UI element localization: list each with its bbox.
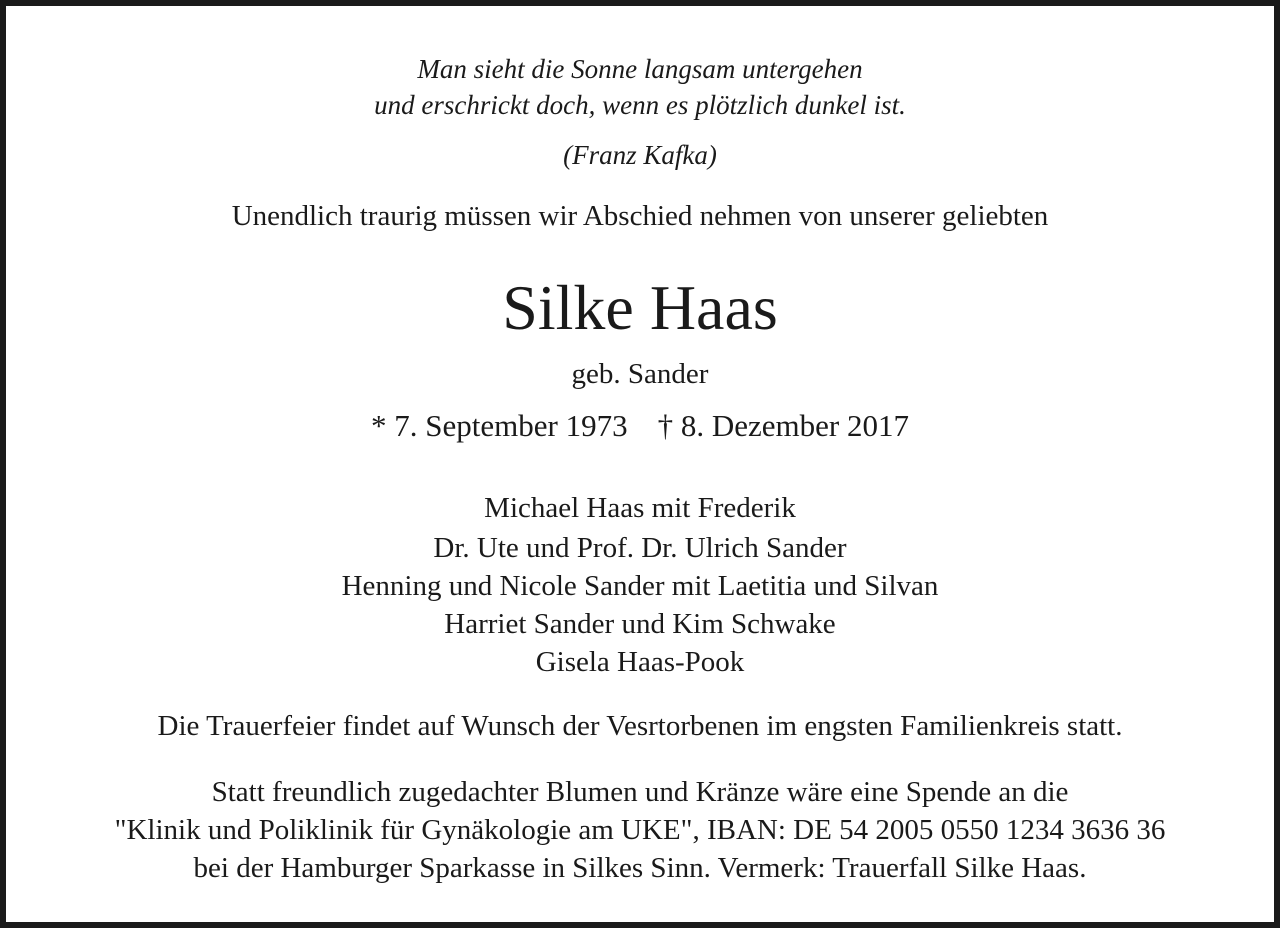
- family-member: Henning und Nicole Sander mit Laetitia und Silvan: [341, 570, 939, 602]
- donation-line-3: bei der Hamburger Sparkasse in Silkes Sinn. Vermerk: Trauerfall Silke Haas.: [193, 852, 1087, 884]
- birth-date: * 7. September 1973: [371, 408, 628, 443]
- donation-line-1: Statt freundlich zugedachter Blumen und Kränze wäre eine Spende an die: [211, 776, 1069, 808]
- family-member: Michael Haas mit Frederik: [484, 492, 796, 524]
- death-date: † 8. Dezember 2017: [657, 408, 909, 443]
- maiden-name: geb. Sander: [571, 358, 709, 390]
- donation-line-2: "Klinik und Poliklinik für Gynäkologie am UKE", IBAN: DE 54 2005 0550 1234 3636 36: [114, 814, 1166, 846]
- quote-line-2: und erschrickt doch, wenn es plötzlich dunkel ist.: [374, 90, 906, 120]
- quote-line-1: Man sieht die Sonne langsam untergehen: [417, 54, 863, 84]
- quote-author: (Franz Kafka): [563, 140, 717, 170]
- family-member: Dr. Ute und Prof. Dr. Ulrich Sander: [433, 532, 847, 564]
- intro-text: Unendlich traurig müssen wir Abschied nehmen von unserer geliebten: [231, 200, 1049, 232]
- family-member: Harriet Sander und Kim Schwake: [444, 608, 836, 640]
- ceremony-notice: Die Trauerfeier findet auf Wunsch der Vesrtorbenen im engsten Familienkreis statt.: [157, 710, 1123, 742]
- family-member: Gisela Haas-Pook: [535, 646, 745, 678]
- deceased-name: Silke Haas: [502, 272, 778, 343]
- life-dates: [6, 410, 1274, 441]
